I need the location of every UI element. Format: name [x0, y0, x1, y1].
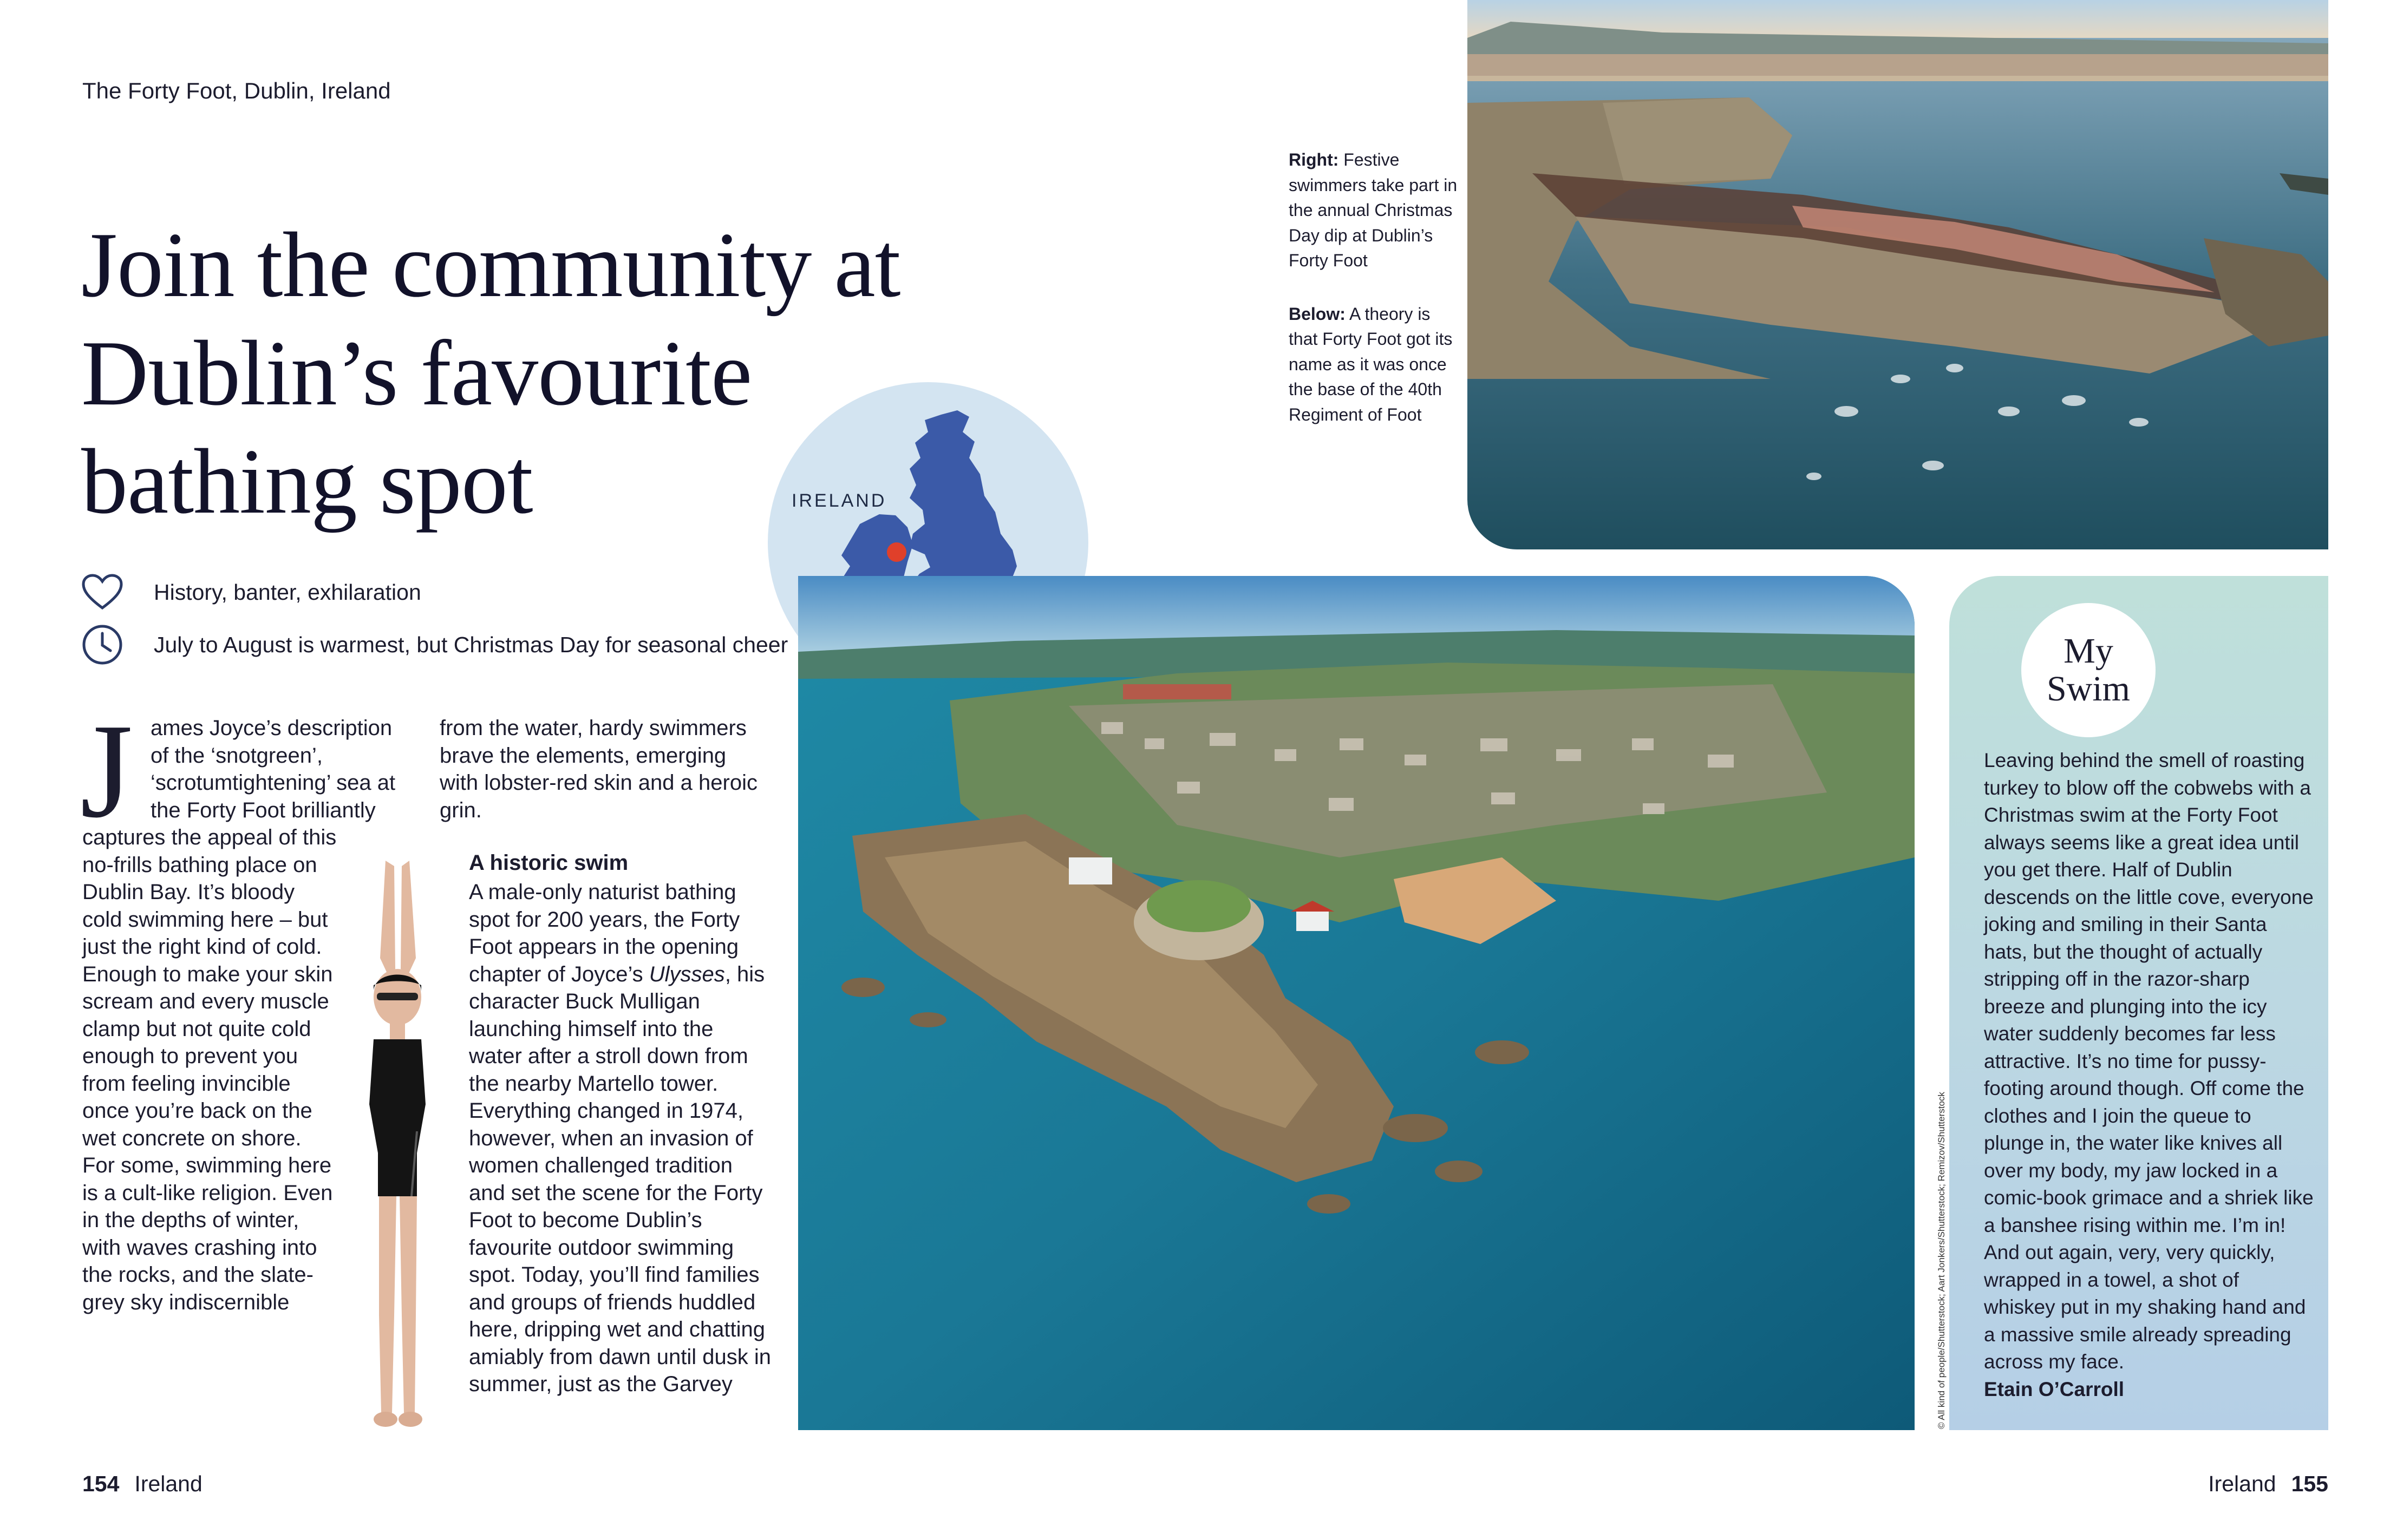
aerial-forty-foot-photo — [798, 576, 1915, 1430]
page-number-right: 155 — [2291, 1471, 2328, 1496]
body-col2-text — [469, 879, 772, 1398]
clock-icon — [81, 624, 123, 666]
photo-credit: © All kind of people/Shutterstock; Aart Jonkers/Shutterstock; Remizov/Shutterstock — [1936, 1092, 1947, 1429]
footer-right — [2208, 1471, 2328, 1497]
info-row-season — [81, 624, 788, 666]
info-row-mood — [81, 571, 421, 613]
body-col1-text: captures the appeal of this no-frills bathing place on Dublin Bay. It’s bloody cold swimming here – but just the right kind of cold. Enough to make your skin scream and every muscle clamp but not quite cold enough to prevent you from feeling invincible once you’re back on the wet concrete on shore. For some, swimming here is a cult-like religion. Even in the depths of winter, with waves crashing into the rocks, and the slate-grey sky indiscernible — [82, 825, 337, 1314]
caption-below — [1289, 302, 1462, 428]
christmas-dip-photo — [1467, 0, 2328, 549]
my-swim-body: Leaving behind the smell of roasting turkey to blow off the cobwebs with a Christmas swim at the Forty Foot always seems like a great idea until you get there. Half of Dublin descends on the little cove, everyone joking and smiling in their Santa hats, but the thought of actually stripping off in the razor-sharp breeze and plunging into the icy water suddenly becomes far less attractive. It’s no time for pussy-footing around though. Off come the clothes and I join the queue to plunge in, the water like knives all over my body, my jaw locked in a comic-book grimace and a shriek like a banshee rising within me. I’m in! And out again, very, very quickly, wrapped in a towel, a shot of whiskey put in my shaking hand and a massive smile already spreading across my face. — [1984, 749, 2314, 1373]
caption-below-label: Below: — [1289, 304, 1346, 324]
ulysses-title: Ulysses — [649, 962, 725, 986]
drop-cap: J — [80, 696, 133, 846]
headline-line-2: Dublin’s favourite — [81, 322, 752, 425]
caption-right-text: Festive swimmers take part in the annual Christmas Day dip at Dublin’s Forty Foot — [1289, 150, 1458, 270]
section-name-right: Ireland — [2208, 1471, 2276, 1496]
heart-icon — [81, 571, 123, 613]
body-col2-intro: from the water, hardy swimmers brave the elements, emerging with lobster-red skin and a heroic grin. — [440, 716, 758, 822]
caption-below-text: A theory is that Forty Foot got its name as it was once the base of the 40th Regiment of Foot — [1289, 304, 1453, 424]
info-season-text: July to August is warmest, but Christmas Day for seasonal cheer — [154, 632, 788, 657]
map-label: IRELAND — [792, 490, 887, 511]
swimmer-photo — [336, 850, 460, 1440]
page-location: The Forty Foot, Dublin, Ireland — [82, 78, 391, 103]
body-col2-text-a: A male-only naturist bathing spot for 200 years, the Forty Foot appears in the opening chapter of Joyce’s — [469, 880, 740, 986]
section-heading-historic-swim: A historic swim — [469, 851, 629, 875]
photo-captions — [1289, 147, 1462, 427]
headline-line-1: Join the community at — [81, 214, 900, 317]
my-swim-title-line-1: My — [2064, 631, 2113, 671]
body-col1-intro: ames Joyce’s description of the ‘snotgreen’, ‘scrotumtightening’ sea at the Forty Foot brilliantly — [151, 716, 396, 822]
my-swim-author: Etain O’Carroll — [1984, 1378, 2125, 1400]
body-col2-text-b: , his character Buck Mulligan launching himself into the water after a stroll down from the nearby Martello tower. Everything changed in 1974, however, when an invasion of women challenged tradition and set the scene for the Forty Foot to become Dublin’s favourite outdoor swimming spot. Today, you’ll find families and groups of friends huddled here, dripping wet and chatting amiably from dawn until dusk in summer, just as the Garvey — [469, 962, 772, 1396]
headline-line-3: bathing spot — [81, 430, 533, 533]
my-swim-text — [1984, 747, 2314, 1403]
info-mood-text: History, banter, exhilaration — [154, 579, 421, 605]
my-swim-badge — [2021, 603, 2156, 737]
my-swim-title-line-2: Swim — [2046, 669, 2131, 709]
section-name-left: Ireland — [134, 1471, 203, 1496]
page-number-left: 154 — [82, 1471, 120, 1496]
caption-right-label: Right: — [1289, 150, 1339, 169]
footer-left — [82, 1471, 203, 1497]
caption-right — [1289, 147, 1462, 273]
